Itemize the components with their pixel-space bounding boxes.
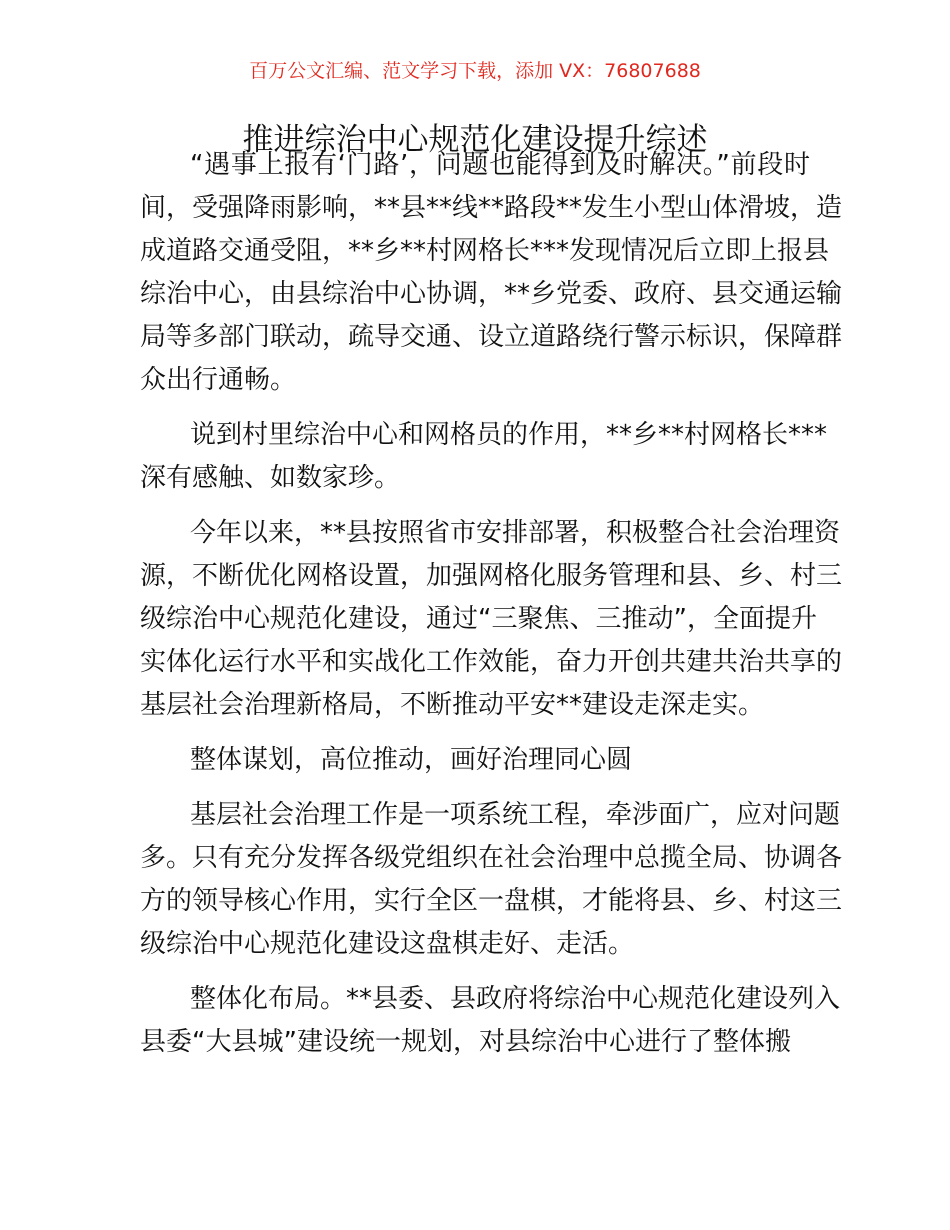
- paragraph-line: 整体化布局。**县委、县政府将综治中心规范化建设列入: [190, 984, 841, 1014]
- paragraph-line: 综治中心，由县综治中心协调，**乡党委、政府、县交通运输: [140, 279, 843, 309]
- paragraph-line: 今年以来，**县按照省市安排部署，积极整合社会治理资: [190, 518, 841, 548]
- paragraph-line: “遇事上报有‘门路’，问题也能得到及时解决。”前段时: [190, 150, 810, 180]
- paragraph-line: 级综治中心规范化建设，通过“三聚焦、三推动”，全面提升: [140, 604, 817, 634]
- document-title: 推进综治中心规范化建设提升综述: [242, 122, 708, 158]
- paragraph-line: 多。只有充分发挥各级党组织在社会治理中总揽全局、协调各: [140, 843, 843, 873]
- paragraph-line: 实体化运行水平和实战化工作效能，奋力开创共建共治共享的: [140, 647, 843, 677]
- paragraph-line: 基层社会治理新格局，不断推动平安**建设走深走实。: [140, 690, 765, 720]
- paragraph-line: 众出行通畅。: [140, 365, 297, 395]
- paragraph-line: 级综治中心规范化建设这盘棋走好、走活。: [140, 929, 635, 959]
- paragraph-line: 成道路交通受阻，**乡**村网格长***发现情况后立即上报县: [140, 236, 830, 266]
- paragraph-line: 深有感触、如数家珍。: [140, 463, 401, 493]
- paragraph-line: 源，不断优化网格设置，加强网格化服务管理和县、乡、村三: [140, 561, 843, 591]
- paragraph-line: 县委“大县城”建设统一规划，对县综治中心进行了整体搬: [140, 1027, 791, 1057]
- watermark-banner: 百万公文汇编、范文学习下载，添加 VX：76807688: [249, 60, 701, 82]
- paragraph-line: 局等多部门联动，疏导交通、设立道路绕行警示标识，保障群: [140, 322, 843, 352]
- paragraph-line: 整体谋划，高位推动，画好治理同心圆: [190, 745, 633, 775]
- paragraph-line: 基层社会治理工作是一项系统工程，牵涉面广，应对问题: [190, 800, 841, 830]
- paragraph-line: 说到村里综治中心和网格员的作用，**乡**村网格长***: [190, 420, 828, 450]
- paragraph-line: 方的领导核心作用，实行全区一盘棋，才能将县、乡、村这三: [140, 886, 843, 916]
- paragraph-line: 间，受强降雨影响，**县**线**路段**发生小型山体滑坡，造: [140, 193, 843, 223]
